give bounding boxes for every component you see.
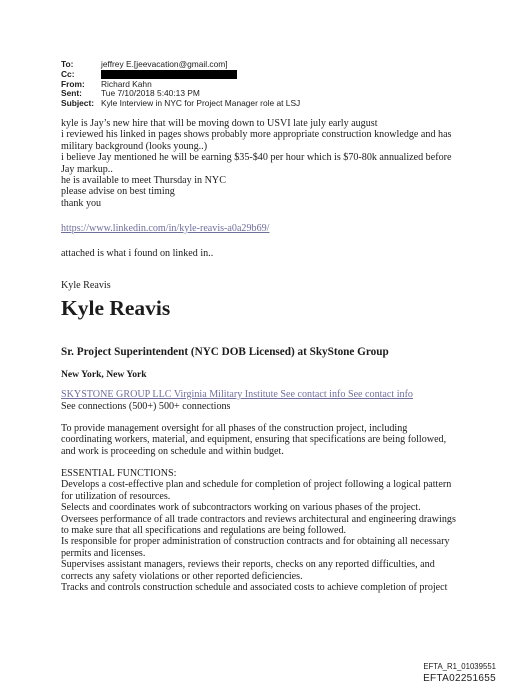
email-body (61, 118, 461, 209)
cc-row (61, 70, 300, 80)
body-line: i reviewed his linked in pages shows probably more appropriate construction knowledge and has (61, 129, 452, 141)
summary-line: coordinating workers, material, and equipment, ensuring that specifications are being followed, (61, 434, 447, 446)
body-line: he is available to meet Thursday in NYC (61, 175, 226, 187)
to-label: To: (61, 59, 74, 69)
functions-line: to make sure that all specifications and regulations are being followed. (61, 525, 347, 537)
cc-label: Cc: (61, 68, 75, 79)
sent-value: Tue 7/10/2018 5:40:13 PM (101, 88, 200, 99)
functions-line: for utilization of resources. (61, 490, 171, 502)
profile-connections: See connections (500+) 500+ connections (61, 401, 231, 412)
functions-line: corrects any safety violations or other reported deficiencies. (61, 570, 303, 582)
profile-name-small: Kyle Reavis (61, 280, 111, 291)
subject-value: Kyle Interview in NYC for Project Manager role at LSJ (101, 98, 301, 109)
subject-row (61, 99, 300, 109)
functions-line: Selects and coordinates work of subcontractors working on various phases of the project. (61, 502, 421, 514)
profile-location: New York, New York (61, 369, 147, 380)
functions-line: Tracks and controls construction schedule and associated costs to achieve completion of project (61, 582, 448, 594)
functions-line: permits and licenses. (61, 547, 146, 559)
functions-line: Develops a cost-effective plan and schedule for completion of project following a logical pattern (61, 479, 452, 491)
body-line: kyle is Jay’s new hire that will be moving down to USVI late july early august (61, 118, 378, 129)
from-value: Richard Kahn (101, 78, 152, 89)
summary-line: To provide management oversight for all phases of the construction project, including (61, 423, 408, 434)
to-row (61, 60, 300, 70)
linkedin-link[interactable]: https://www.linkedin.com/in/kyle-reavis-a0a29b69/ (61, 223, 270, 234)
doc-id-small: EFTA_R1_01039551 (423, 662, 496, 671)
attached-note: attached is what i found on linked in.. (61, 248, 214, 259)
doc-id-large: EFTA02251655 (423, 673, 496, 684)
functions-line: Supervises assistant managers, reviews their reports, checks on any reported difficulties, and (61, 559, 435, 571)
essential-functions (61, 468, 461, 593)
profile-title: Sr. Project Superintendent (NYC DOB Licensed) at SkyStone Group (61, 346, 389, 358)
body-line: please advise on best timing (61, 186, 175, 198)
email-header (61, 60, 300, 109)
summary-line: and work is proceeding on schedule and within budget. (61, 445, 284, 457)
sent-label: Sent: (61, 88, 82, 99)
profile-links[interactable]: SKYSTONE GROUP LLC Virginia Military Institute See contact info See contact info (61, 389, 413, 400)
functions-heading: ESSENTIAL FUNCTIONS: (61, 468, 177, 479)
from-label: From: (61, 78, 85, 89)
to-value: jeffrey E.[jeevacation@gmail.com] (101, 59, 228, 69)
profile-summary (61, 423, 461, 457)
functions-line: Oversees performance of all trade contractors and reviews architectural and engineering drawings (61, 513, 456, 525)
redaction-bar (101, 70, 237, 79)
body-line: Jay markup.. (61, 163, 113, 175)
profile-name: Kyle Reavis (61, 296, 171, 320)
body-line: thank you (61, 197, 102, 209)
body-line: military background (looks young..) (61, 140, 208, 152)
body-line: i believe Jay mentioned he will be earning $35-$40 per hour which is $70-80k annualized before (61, 152, 452, 164)
functions-line: Is responsible for proper administration of construction contracts and for obtaining all necessary (61, 536, 450, 548)
subject-label: Subject: (61, 98, 95, 109)
